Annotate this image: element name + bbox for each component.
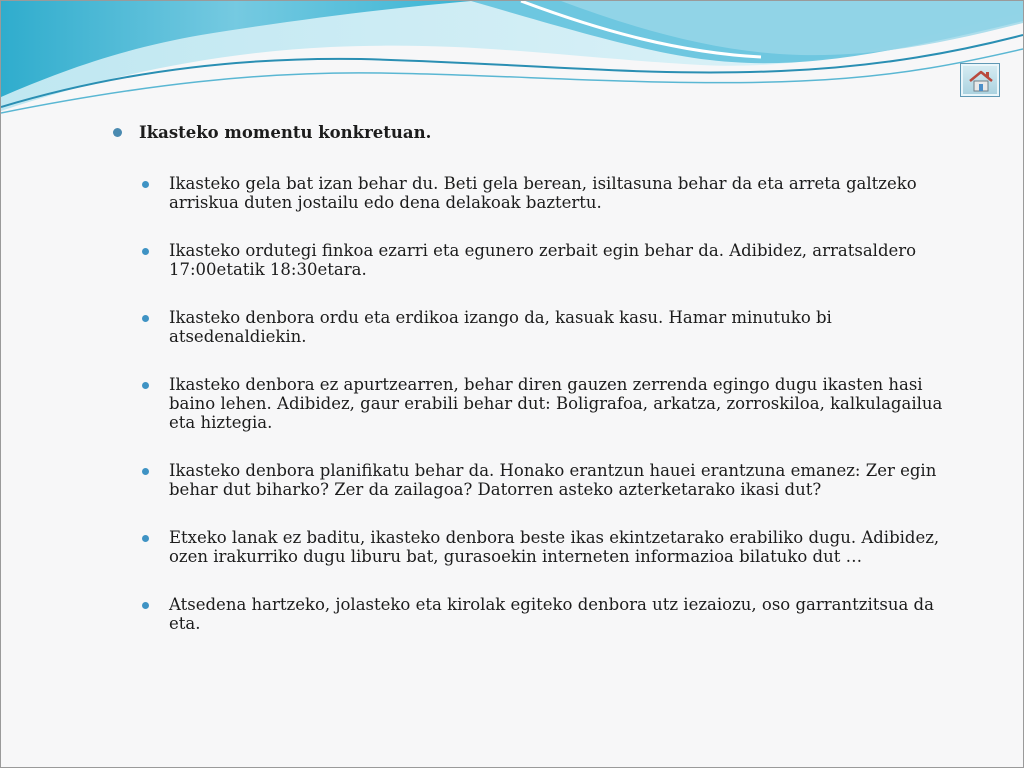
decorative-waves: [1, 1, 1023, 131]
list-item-line: eta hiztegia.: [169, 413, 273, 432]
list-item: [141, 174, 971, 212]
home-button[interactable]: [960, 63, 1000, 97]
list-item: [141, 528, 971, 566]
list-item-line: Ikasteko ordutegi finkoa ezarri eta egunero zerbait egin behar da. Adibidez, arratsaldero: [169, 241, 917, 260]
home-icon: [968, 69, 994, 93]
list-item-line: ozen irakurriko dugu liburu bat, gurasoekin interneten informazioa bilatuko dut …: [169, 547, 863, 566]
list-item-line: Ikasteko denbora planifikatu behar da. Honako erantzun hauei erantzuna emanez: Zer egin: [169, 461, 937, 480]
main-bullet: [111, 123, 971, 143]
list-item-line: Etxeko lanak ez baditu, ikasteko denbora beste ikas ekintzetarako erabiliko dugu. Adibidez,: [169, 528, 940, 547]
list-item-line: behar dut biharko? Zer da zailagoa? Datorren asteko azterketarako ikasi dut?: [169, 480, 822, 499]
list-item-line: 17:00etatik 18:30etara.: [169, 260, 367, 279]
bullet-dot: [142, 535, 149, 542]
bullet-dot: [142, 602, 149, 609]
bullet-dot: [142, 382, 149, 389]
list-item-line: Ikasteko gela bat izan behar du. Beti gela berean, isiltasuna behar da eta arreta galtzeko: [169, 174, 917, 193]
bullet-dot: [142, 181, 149, 188]
bullet-dot: [142, 315, 149, 322]
bullet-dot: [142, 468, 149, 475]
list-item-line: arriskua duten jostailu edo dena delakoak baztertu.: [169, 193, 602, 212]
sub-bullet-list: [111, 174, 971, 633]
list-item-line: Atsedena hartzeko, jolasteko eta kirolak egiteko denbora utz iezaiozu, oso garrantzitsua da: [169, 595, 934, 614]
list-item: [141, 595, 971, 633]
main-bullet-text: Ikasteko momentu konkretuan.: [139, 123, 432, 142]
list-item-line: baino lehen. Adibidez, gaur erabili behar dut: Boligrafoa, arkatza, zorroskiloa, kalkulagailua: [169, 394, 943, 413]
slide-content: [111, 123, 971, 662]
list-item-line: Ikasteko denbora ordu eta erdikoa izango da, kasuak kasu. Hamar minutuko bi: [169, 308, 832, 327]
list-item-line: Ikasteko denbora ez apurtzearren, behar diren gauzen zerrenda egingo dugu ikasten hasi: [169, 375, 923, 394]
list-item: [141, 308, 971, 346]
list-item-line: atsedenaldiekin.: [169, 327, 307, 346]
bullet-dot: [113, 128, 122, 137]
list-item: [141, 241, 971, 279]
bullet-dot: [142, 248, 149, 255]
list-item-line: eta.: [169, 614, 201, 633]
list-item: [141, 375, 971, 432]
list-item: [141, 461, 971, 499]
